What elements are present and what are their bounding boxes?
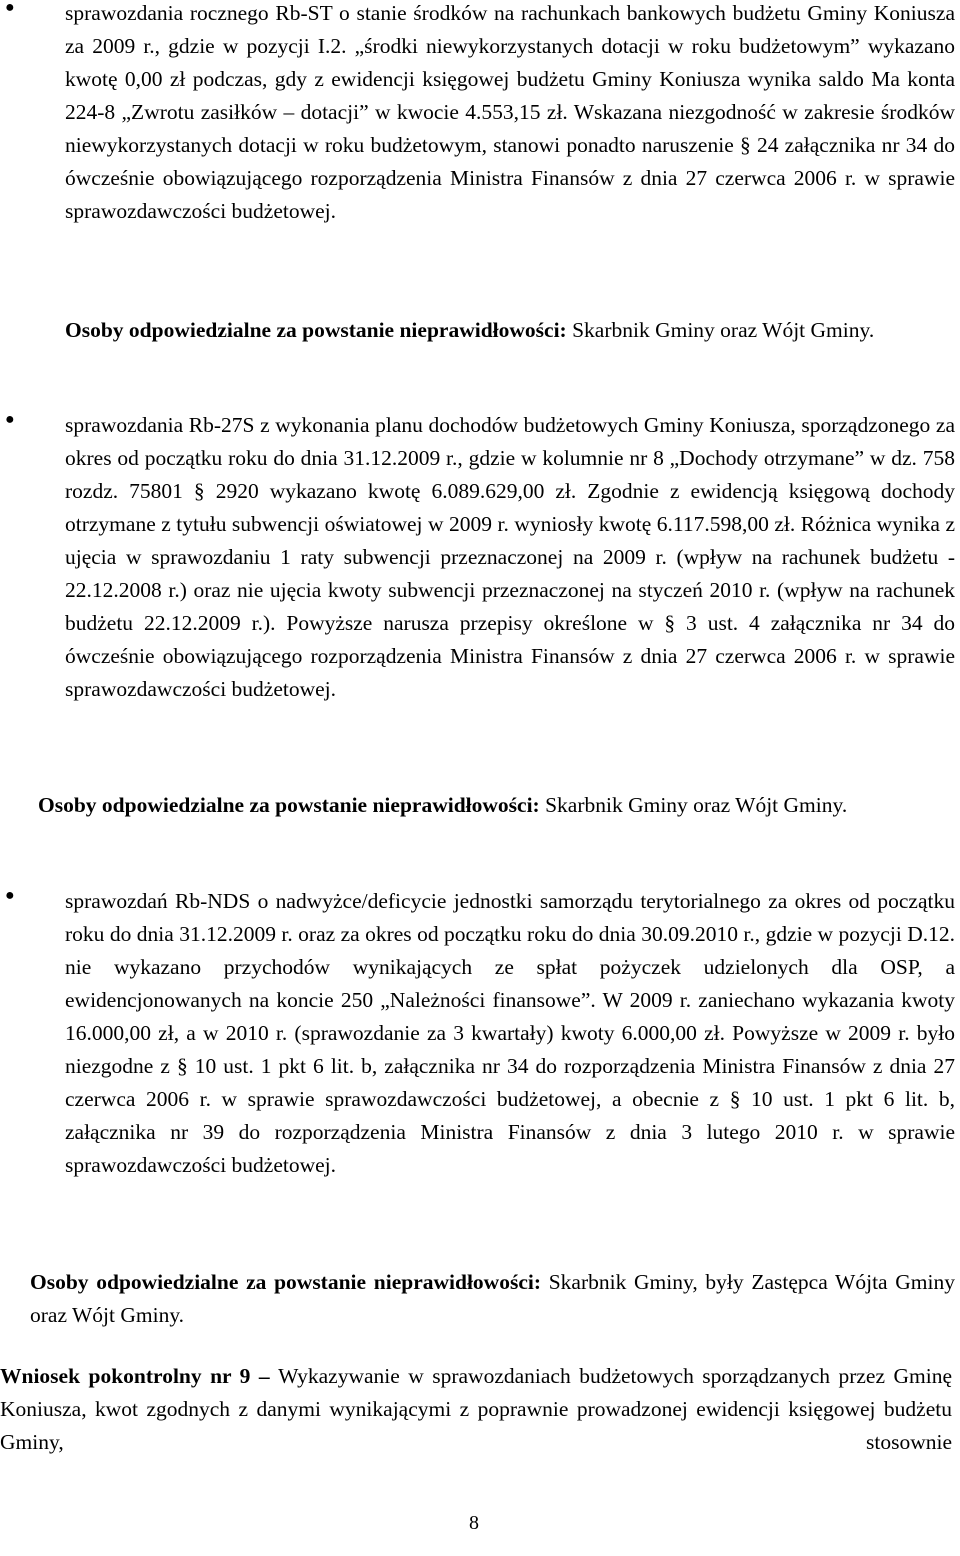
responsibility-persons: Skarbnik Gminy, były Zastępca Wójta Gminy oraz Wójt Gminy.: [30, 1270, 956, 1327]
responsibility-note: [30, 1266, 955, 1332]
list-item: [65, 409, 955, 706]
list-item-text: sprawozdań Rb-NDS o nadwyżce/deficycie jednostki samorządu terytorialnego za okres od początku roku do dnia 31.12.2009 r. oraz za okres od początku roku do dnia 30.09.2010 r., gdzie w pozycji D.12. nie wykazano przychodów wynikających ze spłat pożyczek udzielonych dla OSP, a ewidencjonowanych na koncie 250 „Należności finansowe”. W 2009 r. zaniechano wykazania kwoty 16.000,00 zł, a w 2010 r. (sprawozdanie za 3 kwartały) kwoty 6.000,00 zł. Powyższe w 2009 r. było niezgodne z § 10 ust. 1 pkt 6 lit. b, załącznika nr 34 do rozporządzenia Ministra Finansów z dnia 27 czerwca 2006 r. w sprawie sprawozdawczości budżetowej, a obecnie z § 10 ust. 1 pkt 6 lit. b, załącznika nr 39 do rozporządzenia Ministra Finansów z dnia 3 lutego 2010 r. w sprawie sprawozdawczości budżetowej.: [65, 889, 955, 1177]
responsibility-persons: Skarbnik Gminy oraz Wójt Gminy.: [566, 318, 875, 342]
conclusion-text: Wykazywanie w sprawozdaniach budżetowych sporządzanych przez Gminę Koniusza, kwot zgodnych z danymi wynikającymi z poprawnie prowadzonej ewidencji księgowej budżetu Gminy, stosownie: [0, 1364, 952, 1454]
page-number: 8: [469, 1512, 479, 1534]
list-item-text-continuation: Wskazana niezgodność w zakresie środków niewykorzystanych dotacji w roku budżetowym, stanowi ponadto naruszenie § 24 załącznika nr 34 do ówcześnie obowiązującego rozporządzenia Ministra Finansów z dnia 27 czerwca 2006 r. w sprawie sprawozdawczości budżetowej.: [65, 100, 955, 223]
bullet-icon: ●: [5, 887, 15, 904]
conclusion-dash: –: [250, 1364, 279, 1388]
list-item-text: sprawozdania Rb-27S z wykonania planu dochodów budżetowych Gminy Koniusza, sporządzonego za okres od początku roku do dnia 31.12.2009 r., gdzie w kolumnie nr 8 „Dochody otrzymane” w dz. 758 rozdz. 75801 § 2920 wykazano kwotę 6.089.629,00 zł. Zgodnie z ewidencją księgową dochody otrzymane z tytułu subwencji oświatowej w 2009 r. wyniosły kwotę 6.117.598,00 zł. Różnica wynika z ujęcia w sprawozdaniu 1 raty subwencji przeznaczonej na 2009 r. (wpływ na rachunek budżetu - 22.12.2008 r.) oraz nie ujęcia kwoty subwencji przeznaczonej na styczeń 2010 r. (wpływ na rachunek budżetu 22.12.2009 r.). Powyższe narusza przepisy określone w § 3 ust. 4 załącznika nr 34 do ówcześnie obowiązującego rozporządzenia Ministra Finansów z dnia 27 czerwca 2006 r. w sprawie sprawozdawczości budżetowej.: [65, 413, 955, 701]
list-item: [65, 0, 955, 228]
responsibility-note: [65, 314, 955, 347]
responsibility-label: Osoby odpowiedzialne za powstanie nieprawidłowości:: [65, 318, 567, 342]
conclusion-paragraph: [0, 1360, 952, 1459]
responsibility-label: Osoby odpowiedzialne za powstanie nieprawidłowości:: [38, 793, 540, 817]
bullet-icon: ●: [5, 411, 15, 428]
list-item: [65, 885, 955, 1182]
conclusion-label: Wniosek pokontrolny nr 9: [0, 1364, 251, 1388]
bullet-icon: ●: [5, 0, 15, 16]
list-item-text: sprawozdania rocznego Rb-ST o stanie środków na rachunkach bankowych budżetu Gminy Koniusza za 2009 r., gdzie w pozycji I.2. „środki niewykorzystanych dotacji w roku budżetowym” wykazano kwotę 0,00 zł podczas, gdy z ewidencji księgowej budżetu Gminy Koniusza wynika saldo Ma konta 224-8 „Zwrotu zasiłków – dotacji” w kwocie 4.553,15 zł.: [65, 1, 955, 124]
responsibility-persons: Skarbnik Gminy oraz Wójt Gminy.: [539, 793, 848, 817]
responsibility-note: [38, 789, 955, 822]
responsibility-label: Osoby odpowiedzialne za powstanie nieprawidłowości:: [30, 1270, 541, 1294]
